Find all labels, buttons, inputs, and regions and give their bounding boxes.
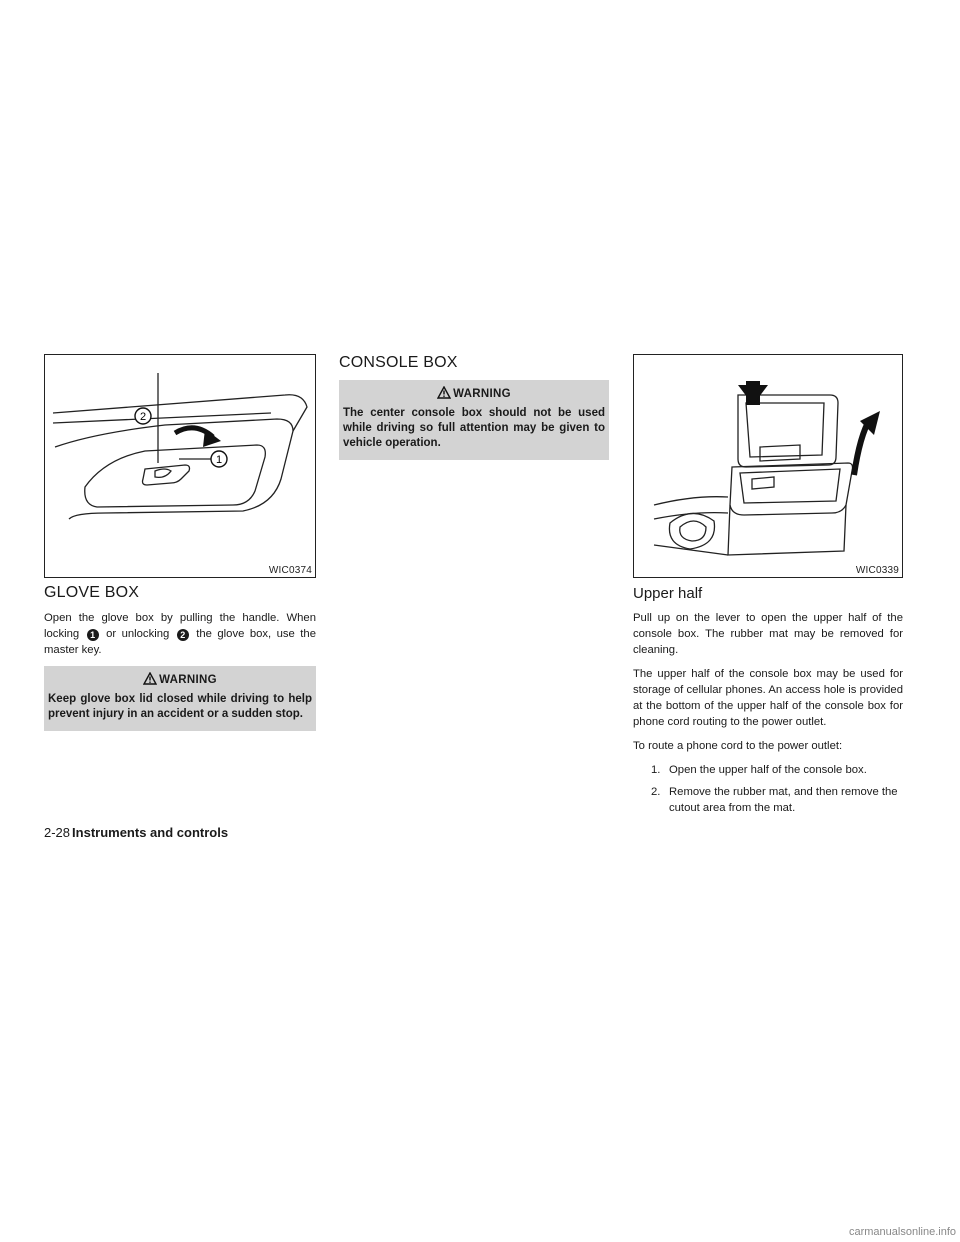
chapter-title: Instruments and controls	[72, 825, 229, 840]
warning-text: Keep glove box lid closed while driving to help prevent injury in an accident or a sudden stop.	[48, 693, 312, 720]
glove-box-column	[44, 354, 316, 737]
callout-2: 2	[139, 411, 147, 423]
step-number: 2.	[651, 786, 661, 798]
paragraph: To route a phone cord to the power outlet:	[633, 740, 843, 752]
warning-text: The center console box should not be used while driving so full attention may be given to vehicle operation.	[343, 407, 605, 449]
console-box-illustration	[634, 355, 902, 577]
page-footer	[44, 825, 228, 840]
glove-box-heading: GLOVE BOX	[44, 584, 140, 601]
upper-half-column	[633, 354, 903, 822]
glove-box-warning	[44, 666, 316, 731]
console-box-heading: CONSOLE BOX	[339, 354, 458, 371]
figure-code: WIC0374	[268, 565, 312, 576]
text-part: the glove box, use the master key.	[44, 628, 316, 656]
steps-list	[633, 762, 903, 816]
console-box-warning	[339, 380, 609, 460]
warning-heading	[343, 386, 605, 400]
warning-icon	[437, 386, 451, 399]
step-text: Open the upper half of the console box.	[669, 764, 867, 776]
console-box-figure	[633, 354, 903, 578]
text-part: Open the glove box by pulling the handle. When locking	[44, 612, 316, 640]
list-item	[633, 784, 903, 816]
warning-icon	[143, 672, 157, 685]
callout-2-inline: 2	[177, 629, 189, 641]
callout-1-inline: 1	[87, 629, 99, 641]
callout-1: 1	[215, 454, 223, 466]
glove-box-illustration	[45, 355, 315, 577]
text-part: or unlocking	[106, 628, 170, 640]
watermark: carmanualsonline.info	[848, 1226, 956, 1238]
warning-title: WARNING	[453, 388, 511, 400]
upper-half-heading: Upper half	[633, 585, 703, 602]
glove-box-paragraph	[44, 610, 316, 658]
console-box-column	[339, 354, 609, 466]
figure-code: WIC0339	[855, 565, 899, 576]
list-item	[633, 762, 903, 778]
paragraph: The upper half of the console box may be used for storage of cellular phones. An access hole is provided at the bottom of the upper half of the console box for phone cord routing to the power outlet.	[633, 668, 903, 728]
page-number: 2-28	[44, 825, 71, 840]
step-text: Remove the rubber mat, and then remove the cutout area from the mat.	[669, 786, 898, 814]
paragraph: Pull up on the lever to open the upper half of the console box. The rubber mat may be removed for cleaning.	[633, 612, 903, 656]
glove-box-figure	[44, 354, 316, 578]
warning-heading	[48, 672, 312, 686]
warning-title: WARNING	[159, 674, 217, 686]
step-number: 1.	[651, 764, 661, 776]
